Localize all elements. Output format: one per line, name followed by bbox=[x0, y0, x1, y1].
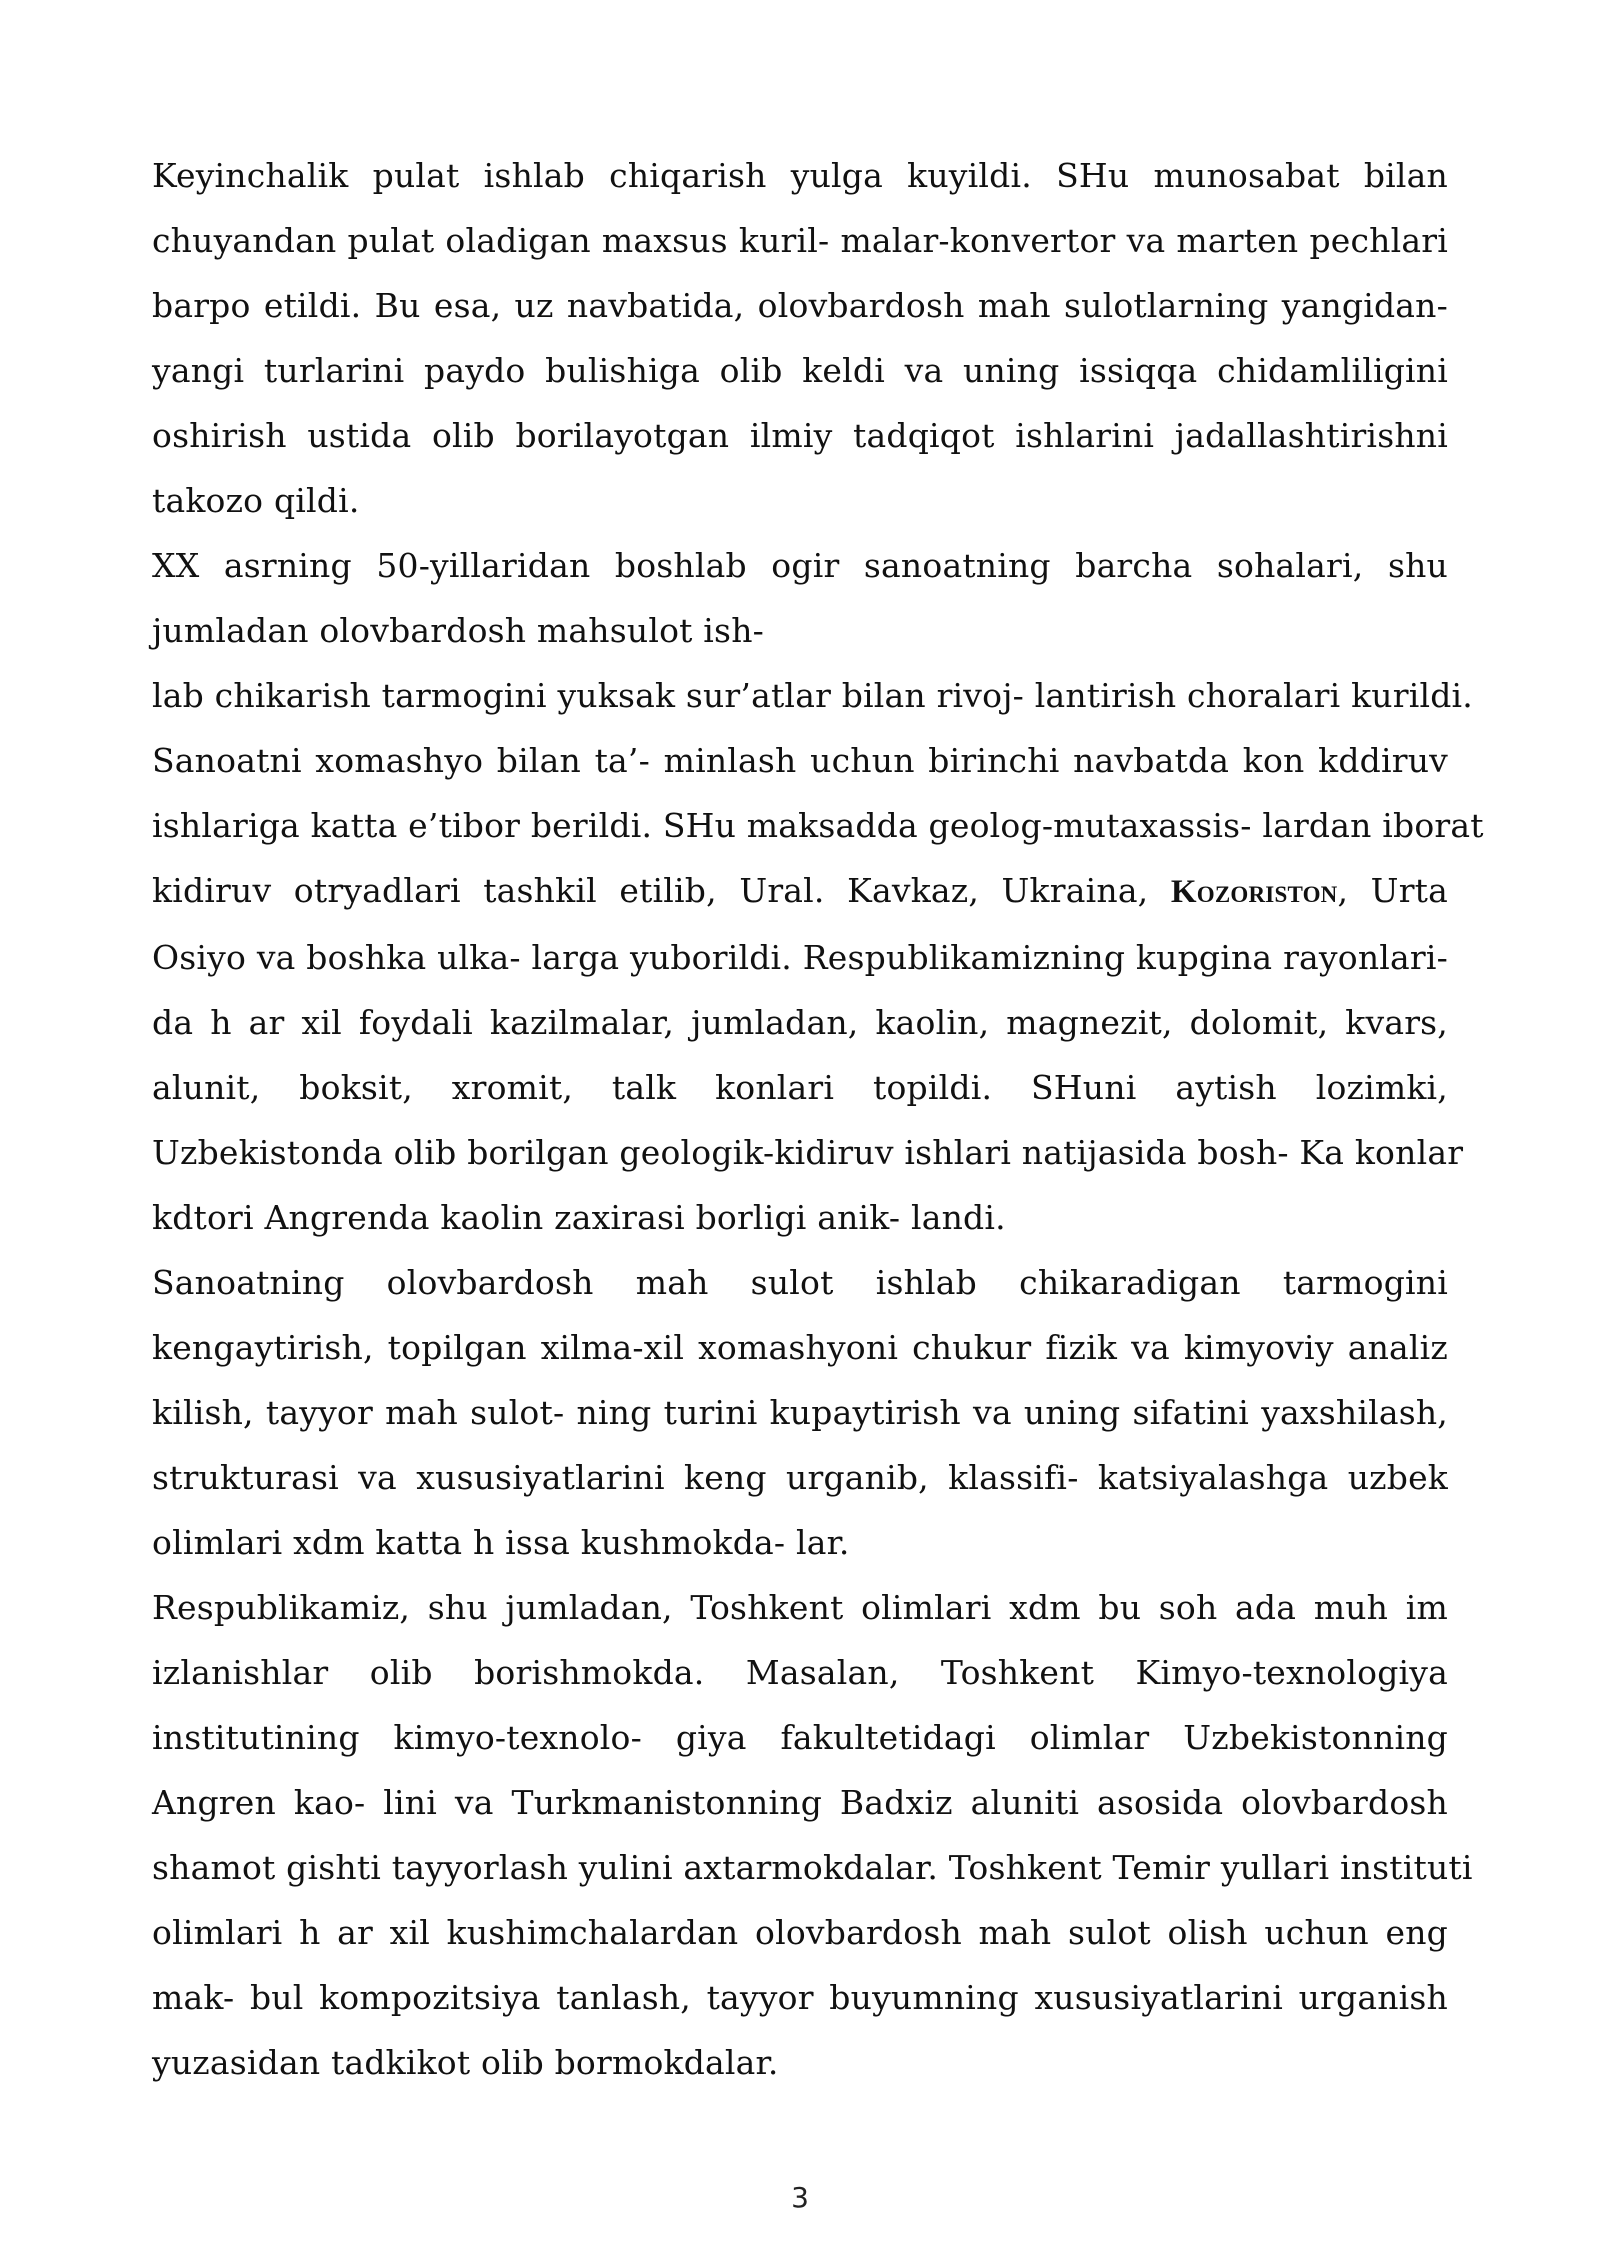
document-body bbox=[152, 143, 1484, 2095]
text-line: Angren kao- lini va Turkmanistonning Badxiz aluniti asosida olovbardosh bbox=[152, 1783, 1448, 1822]
text-line: jumladan olovbardosh mahsulot ish- bbox=[152, 611, 764, 650]
text-line-part: , Urta bbox=[1337, 871, 1449, 910]
text-line: olimlari h ar xil kushimchalardan olovbardosh mah sulot olish uchun eng bbox=[152, 1913, 1448, 1952]
paragraph bbox=[152, 533, 1484, 1250]
text-line: kdtori Angrenda kaolin zaxirasi borligi anik- landi. bbox=[152, 1198, 1006, 1237]
text-line-part: kidiruv otryadlari tashkil etilib, Ural. Kavkaz, Ukraina, bbox=[152, 871, 1149, 910]
text-line: Keyinchalik pulat ishlab chiqarish yulga kuyildi. SHu munosabat bilan bbox=[152, 156, 1448, 195]
text-line: takozo qildi. bbox=[152, 481, 360, 520]
text-line: strukturasi va xususiyatlarini keng urganib, klassifi- katsiyalashga uzbek bbox=[152, 1458, 1448, 1497]
text-line: oshirish ustida olib borilayotgan ilmiy tadqiqot ishlarini jadallashtirishni bbox=[152, 416, 1448, 455]
text-line: barpo etildi. Bu esa, uz navbatida, olovbardosh mah sulotlarning yangidan- bbox=[152, 286, 1448, 325]
text-line: yuzasidan tadkikot olib bormokdalar. bbox=[152, 2043, 779, 2082]
paragraph bbox=[152, 143, 1448, 533]
text-line: yangi turlarini paydo bulishiga olib keldi va uning issiqqa chidamliligini bbox=[152, 351, 1448, 390]
text-line: Osiyo va boshka ulka- larga yuborildi. Respublikamizning kupgina rayonlari- bbox=[152, 938, 1448, 977]
text-line: lab chikarish tarmogini yuksak sur’atlar bilan rivoj- lantirish choralari kurildi. bbox=[152, 676, 1473, 715]
text-line: Respublikamiz, shu jumladan, Toshkent olimlari xdm bu soh ada muh im bbox=[152, 1588, 1448, 1627]
text-line: Sanoatning olovbardosh mah sulot ishlab chikaradigan tarmogini bbox=[152, 1263, 1448, 1302]
paragraph bbox=[152, 1575, 1473, 2095]
text-line: olimlari xdm katta h issa kushmokda- lar. bbox=[152, 1523, 850, 1562]
text-line: XX asrning 50-yillaridan boshlab ogir sanoatning barcha sohalari, shu bbox=[152, 546, 1448, 585]
text-line: institutining kimyo-texnolo- giya fakultetidagi olimlar Uzbekistonning bbox=[152, 1718, 1448, 1757]
text-line: mak- bul kompozitsiya tanlash, tayyor buyumning xususiyatlarini urganish bbox=[152, 1978, 1448, 2017]
text-line bbox=[152, 858, 1448, 925]
text-line: chuyandan pulat oladigan maxsus kuril- malar-konvertor va marten pechlari bbox=[152, 221, 1448, 260]
bold-place-name: Kozoriston bbox=[1170, 874, 1338, 910]
text-line: kengaytirish, topilgan xilma-xil xomashyoni chukur fizik va kimyoviy analiz bbox=[152, 1328, 1448, 1367]
text-line: kilish, tayyor mah sulot- ning turini kupaytirish va uning sifatini yaxshilash, bbox=[152, 1393, 1448, 1432]
text-line: Uzbekistonda olib borilgan geologik-kidiruv ishlari natijasida bosh- Ka konlar bbox=[152, 1133, 1464, 1172]
text-line: alunit, boksit, xromit, talk konlari topildi. SHuni aytish lozimki, bbox=[152, 1068, 1448, 1107]
text-line: izlanishlar olib borishmokda. Masalan, Toshkent Kimyo-texnologiya bbox=[152, 1653, 1448, 1692]
text-line: Sanoatni xomashyo bilan ta’- minlash uchun birinchi navbatda kon kddiruv bbox=[152, 741, 1448, 780]
text-line: da h ar xil foydali kazilmalar, jumladan, kaolin, magnezit, dolomit, kvars, bbox=[152, 1003, 1448, 1042]
text-line: ishlariga katta e’tibor berildi. SHu maksadda geolog-mutaxassis- lardan iborat bbox=[152, 806, 1484, 845]
page-number: 3 bbox=[791, 2181, 809, 2214]
text-line: shamot gishti tayyorlash yulini axtarmokdalar. Toshkent Temir yullari instituti bbox=[152, 1848, 1473, 1887]
paragraph bbox=[152, 1250, 1448, 1575]
